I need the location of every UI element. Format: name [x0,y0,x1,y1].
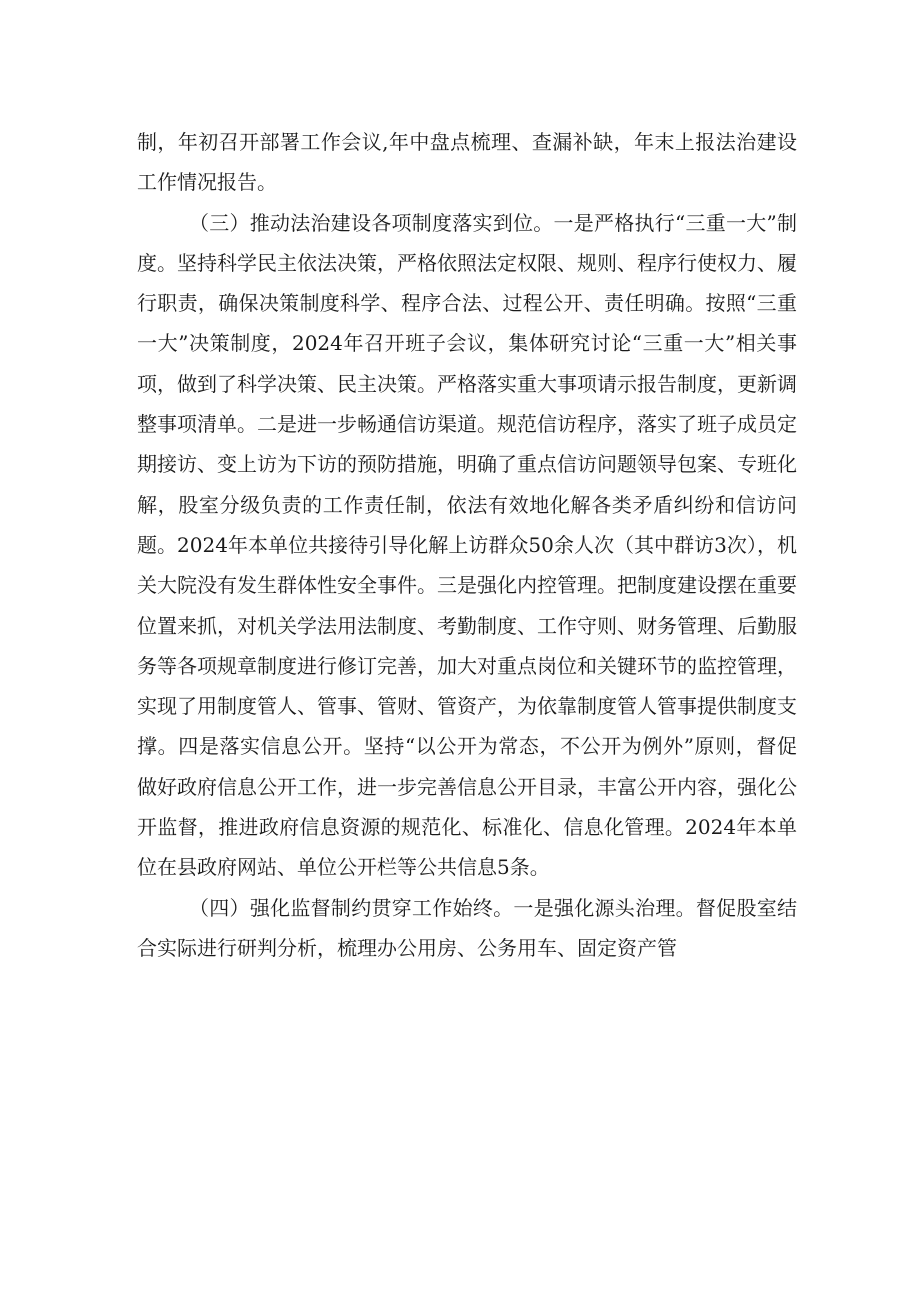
paragraph-continuation: 制，年初召开部署工作会议,年中盘点梳理、查漏补缺，年末上报法治建设工作情况报告。 [137,130,797,195]
paragraph-section-four: （四）强化监督制约贯穿工作始终。一是强化源头治理。督促股室结合实际进行研判分析，梳理办公用房、公务用车、固定资产管 [137,895,797,960]
paragraph-section-three: （三）推动法治建设各项制度落实到位。一是严格执行“三重一大”制度。坚持科学民主依法决策，严格依照法定权限、规则、程序行使权力、履行职责，确保决策制度科学、程序合法、过程公开、责任明确。按照“三重一大”决策制度，2024年召开班子会议，集体研究讨论“三重一大”相关事项，做到了科学决策、民主决策。严格落实重大事项请示报告制度，更新调整事项清单。二是进一步畅通信访渠道。规范信访程序，落实了班子成员定期接访、变上访为下访的预防措施，明确了重点信访问题领导包案、专班化解，股室分级负责的工作责任制，依法有效地化解各类矛盾纠纷和信访问题。2024年本单位共接待引导化解上访群众50余人次（其中群访3次），机关大院没有发生群体性安全事件。三是强化内控管理。把制度建设摆在重要位置来抓，对机关学法用法制度、考勤制度、工作守则、财务管理、后勤服务等各项规章制度进行修订完善，加大对重点岗位和关键环节的监控管理，实现了用制度管人、管事、管财、管资产，为依靠制度管人管事提供制度支撑。四是落实信息公开。坚持“以公开为常态，不公开为例外”原则，督促做好政府信息公开工作，进一步完善信息公开目录，丰富公开内容，强化公开监督，推进政府信息资源的规范化、标准化、信息化管理。2024年本单位在县政府网站、单位公开栏等公共信息5条。 [137,210,797,880]
document-body [137,122,797,968]
